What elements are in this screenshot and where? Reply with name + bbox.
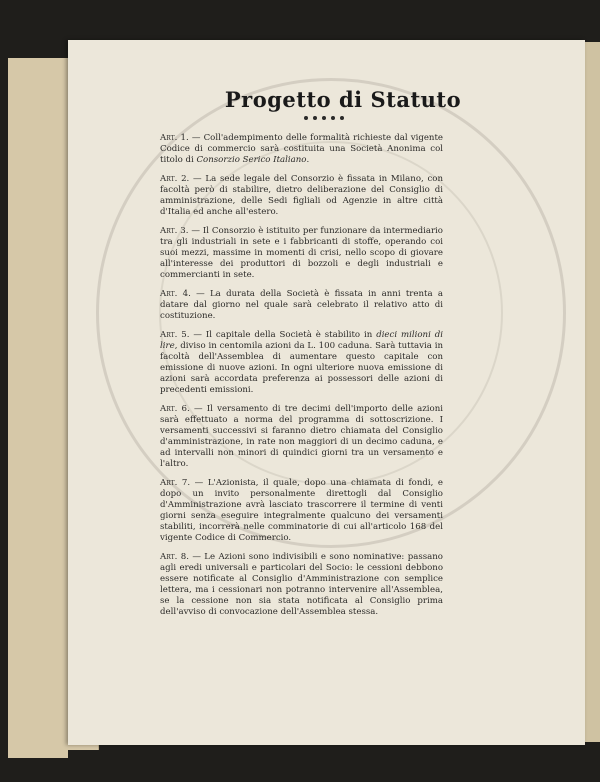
article-5: Art. 5. — Il capitale della Società è stabilito in dieci milioni di lire, diviso in centomila azioni da L. 100 caduna. Sarà tuttavia in facoltà dell'Assemblea di aumentare questo capitale con emissione di nuove azioni. In ogni ulteriore nuova emissione di azioni sarà accordata preferenza ai possessori delle azioni di precedenti emissioni. xyxy=(160,330,443,395)
article-4: Art. 4. — La durata della Società è fissata in anni trenta a datare dal giorno nel quale sarà celebrato il relativo atto di costituzione. xyxy=(160,289,443,321)
article-6: Art. 6. — Il versamento di tre decimi dell'importo delle azioni sarà effettuato a norma del programma di sottoscrizione. I versamenti successivi si faranno dietro chiamata del Consiglio d'amministrazione, in rate non maggiori di un decimo caduna, e ad intervalli non minori di quindici giorni tra un versamento e l'altro. xyxy=(160,404,444,469)
page-title: Progetto di Statuto xyxy=(224,87,462,112)
scan-bottom-edge xyxy=(68,750,585,772)
right-edge-sheet xyxy=(585,42,600,742)
articles-body xyxy=(160,133,443,626)
article-7: Art. 7. — L'Azionista, il quale, dopo una chiamata di fondi, e dopo un invito personalmente direttogli dal Consiglio d'Amministrazione avrà lasciato trascorrere il termine di venti giorni senza eseguire integralmente qualcuno dei versamenti stabiliti, incorrerà nelle comminatorie di cui all'articolo 168 del vigente Codice di Commercio. xyxy=(160,478,443,543)
article-1: Art. 1. — Coll'adempimento delle formalità richieste dal vigente Codice di commercio sarà costituita una Società Anonima col titolo di Consorzio Serico Italiano. xyxy=(160,133,443,165)
article-2: Art. 2. — La sede legale del Consorzio è fissata in Milano, con facoltà però di stabilire, dietro deliberazione del Consiglio di amministrazione, delle Sedi figliali od Agenzie in altre città d'Italia ed anche all'estero. xyxy=(160,174,443,217)
article-3: Art. 3. — Il Consorzio è istituito per funzionare da intermediario tra gli industriali in sete e i fabbricanti di stoffe, operando coi suoi mezzi, massime in momenti di crisi, nello scopo di giovare all'interesse dei produttori di bozzoli e degli industriali e commercianti in sete. xyxy=(160,226,443,280)
title-ornament xyxy=(304,115,344,121)
article-8: Art. 8. — Le Azioni sono indivisibili e sono nominative: passano agli eredi universali e particolari del Socio: le cessioni debbono essere notificate al Consiglio d'Amministrazione con semplice lettera, ma i cessionari non potranno intervenire all'Assemblea, se la cessione non sia stata notificata al Consiglio prima dell'avviso di convocazione dell'Assemblea stessa. xyxy=(160,552,443,617)
document-page xyxy=(68,40,585,745)
